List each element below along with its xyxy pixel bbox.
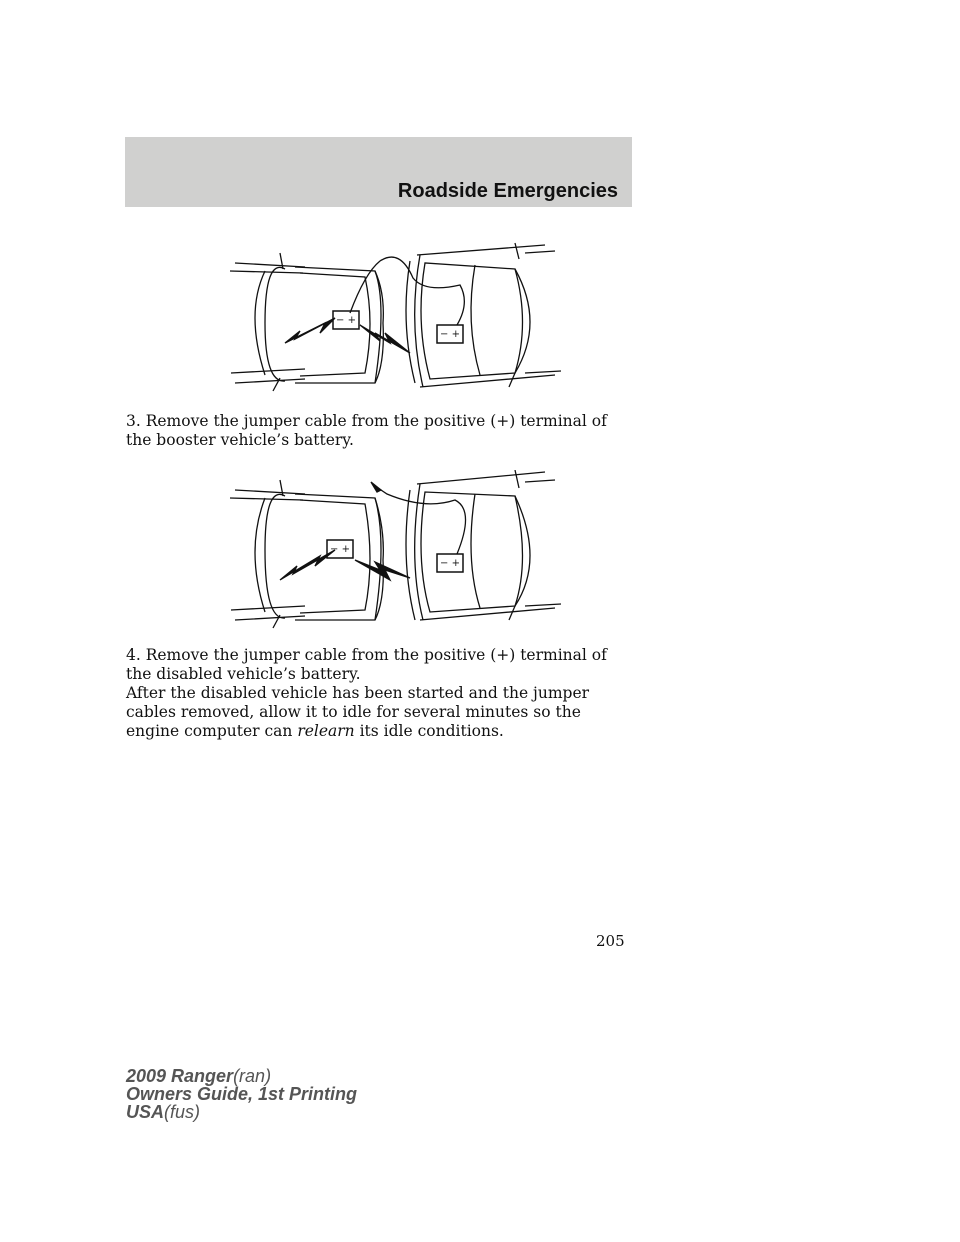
cars-illustration bbox=[225, 233, 561, 393]
step-4-text: 4. Remove the jumper cable from the positive (+) terminal of the disabled vehicle’s battery. bbox=[126, 646, 607, 683]
footer-market: USA bbox=[126, 1102, 165, 1122]
footer-model: 2009 Ranger bbox=[126, 1066, 234, 1086]
page-number: 205 bbox=[596, 932, 625, 950]
battery-symbol-right: − + bbox=[440, 329, 460, 340]
footer-printing: Owners Guide, 1st Printing bbox=[126, 1084, 358, 1104]
closing-paragraph bbox=[126, 684, 636, 741]
cars-illustration-2 bbox=[225, 470, 561, 630]
battery-symbol-right-2: − + bbox=[440, 558, 460, 569]
closing-text-before: After the disabled vehicle has been started and the jumper cables removed, allow it to idle for several minutes so the engine computer can bbox=[126, 684, 590, 740]
closing-text-after: its idle conditions. bbox=[354, 722, 504, 740]
section-header bbox=[125, 137, 632, 207]
footer-market-code: (fus) bbox=[164, 1102, 201, 1122]
print-footer bbox=[126, 1067, 357, 1121]
section-title: Roadside Emergencies bbox=[397, 180, 618, 202]
relearn-term: relearn bbox=[297, 722, 355, 740]
footer-model-code: (ran) bbox=[233, 1066, 272, 1086]
jump-start-diagram-booster-disconnected bbox=[225, 470, 561, 630]
battery-symbol-left-2: − + bbox=[330, 544, 350, 555]
battery-symbol-left: − + bbox=[336, 315, 356, 326]
step-3-text: 3. Remove the jumper cable from the positive (+) terminal of the booster vehicle’s battery. bbox=[126, 412, 607, 449]
jump-start-diagram-booster-connected bbox=[225, 233, 561, 393]
